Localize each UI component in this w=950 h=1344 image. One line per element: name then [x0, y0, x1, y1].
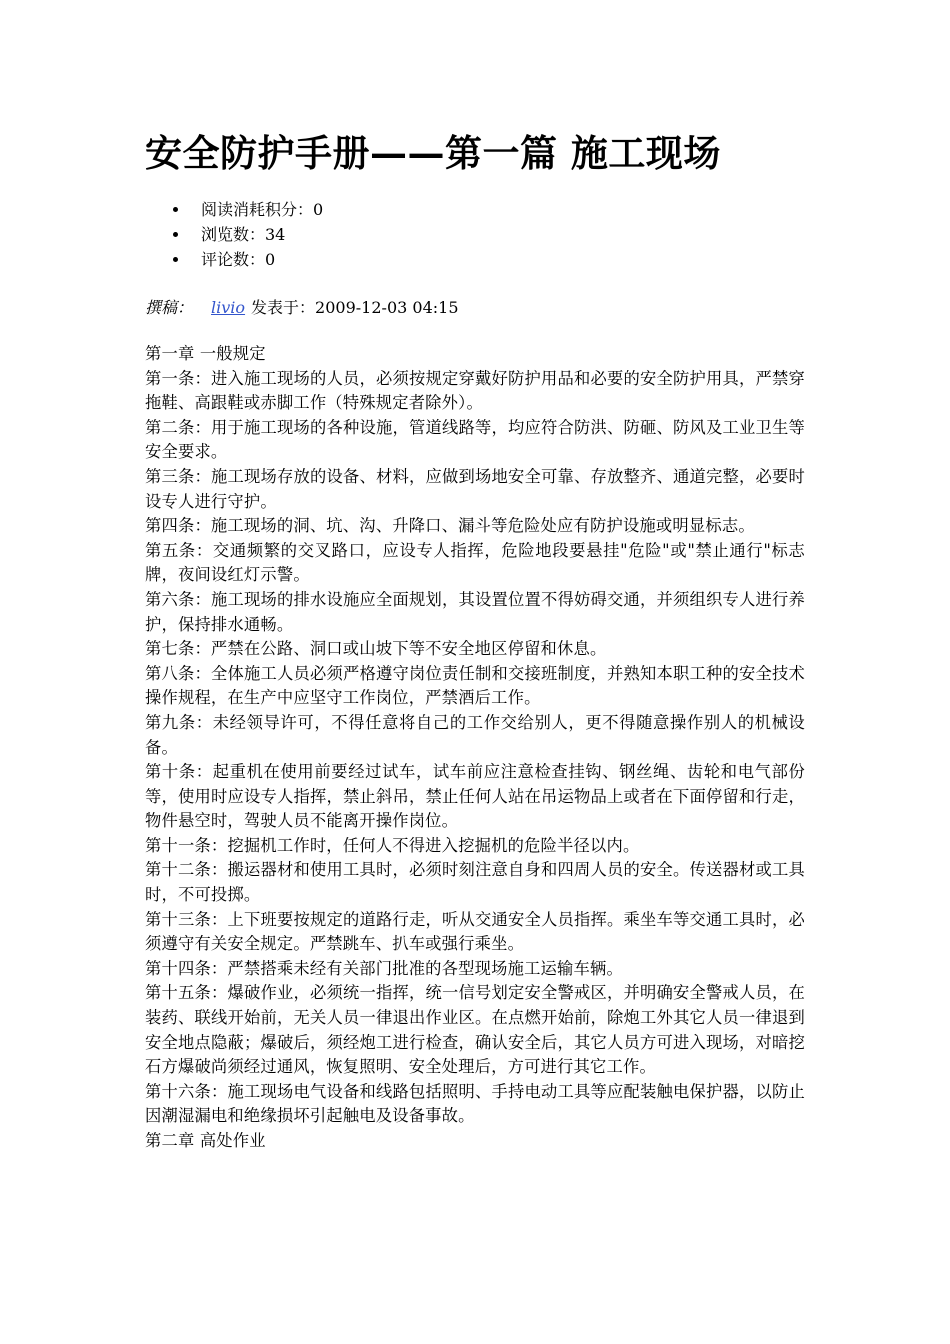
- article-clause: 第二条：用于施工现场的各种设施，管道线路等，均应符合防洪、防砸、防风及工业卫生等安全要求。: [145, 417, 805, 462]
- bullet-icon: [173, 232, 178, 237]
- stat-text: 浏览数：34: [201, 225, 286, 244]
- article-clause: 第十五条：爆破作业，必须统一指挥，统一信号划定安全警戒区，并明确安全警戒人员，在装药、联线开始前，无关人员一律退出作业区。在点燃开始前，除炮工外其它人员一律退到安全地点隐蔽；爆破后，须经炮工进行检查，确认安全后，其它人员方可进入现场，对暗挖石方爆破尚须经过通风，恢复照明、安全处理后，方可进行其它工作。: [145, 983, 805, 1077]
- article-clause: 第十六条：施工现场电气设备和线路包括照明、手持电动工具等应配装触电保护器，以防止因潮湿漏电和绝缘损坏引起触电及设备事故。: [145, 1081, 805, 1126]
- byline-label: 撰稿：: [145, 298, 194, 317]
- article-clause: 第五条：交通频繁的交叉路口，应设专人指挥，危险地段要悬挂"危险"或"禁止通行"标志牌，夜间设红灯示警。: [145, 540, 805, 585]
- article-clause: 第八条：全体施工人员必须严格遵守岗位责任制和交接班制度，并熟知本职工种的安全技术操作规程，在生产中应坚守工作岗位，严禁酒后工作。: [145, 663, 805, 708]
- article-clause: 第十二条：搬运器材和使用工具时，必须时刻注意自身和四周人员的安全。传送器材或工具时，不可投掷。: [145, 860, 805, 905]
- bullet-icon: [173, 207, 178, 212]
- article-body: [145, 342, 805, 1154]
- chapter-heading: 第一章 一般规定: [145, 344, 266, 363]
- article-clause: 第九条：未经领导许可，不得任意将自己的工作交给别人，更不得随意操作别人的机械设备。: [145, 712, 805, 757]
- stat-text: 评论数：0: [201, 250, 276, 269]
- bullet-icon: [173, 257, 178, 262]
- article-clause: 第一条：进入施工现场的人员，必须按规定穿戴好防护用品和必要的安全防护用具，严禁穿拖鞋、高跟鞋或赤脚工作（特殊规定者除外）。: [145, 368, 805, 413]
- article-clause: 第六条：施工现场的排水设施应全面规划，其设置位置不得妨碍交通，并须组织专人进行养护，保持排水通畅。: [145, 589, 805, 634]
- article-clause: 第四条：施工现场的洞、坑、沟、升降口、漏斗等危险处应有防护设施或明显标志。: [145, 516, 755, 536]
- post-date: 发表于：2009-12-03 04:15: [251, 298, 459, 317]
- article-clause: 第三条：施工现场存放的设备、材料，应做到场地安全可靠、存放整齐、通道完整，必要时设专人进行守护。: [145, 466, 805, 511]
- stat-reading-points: [145, 197, 323, 222]
- article-clause: 第十一条：挖掘机工作时，任何人不得进入挖掘机的危险半径以内。: [145, 835, 640, 855]
- article-stats-list: [145, 197, 323, 272]
- author-link[interactable]: livio: [211, 298, 246, 317]
- chapter-heading: 第二章 高处作业: [145, 1131, 266, 1150]
- stat-text: 阅读消耗积分：0: [201, 200, 324, 219]
- article-clause: 第十条：起重机在使用前要经过试车，试车前应注意检查挂钩、钢丝绳、齿轮和电气部份等，使用时应设专人指挥，禁止斜吊，禁止任何人站在吊运物品上或者在下面停留和行走，物件悬空时，驾驶人员不能离开操作岗位。: [145, 762, 805, 831]
- page-title: 安全防护手册——第一篇 施工现场: [145, 131, 721, 175]
- stat-view-count: [145, 222, 323, 247]
- byline: [145, 295, 459, 320]
- stat-comment-count: [145, 247, 323, 272]
- article-clause: 第十四条：严禁搭乘未经有关部门批准的各型现场施工运输车辆。: [145, 958, 623, 978]
- article-clause: 第七条：严禁在公路、洞口或山坡下等不安全地区停留和休息。: [145, 639, 607, 659]
- article-clause: 第十三条：上下班要按规定的道路行走，听从交通安全人员指挥。乘坐车等交通工具时，必须遵守有关安全规定。严禁跳车、扒车或强行乘坐。: [145, 909, 805, 954]
